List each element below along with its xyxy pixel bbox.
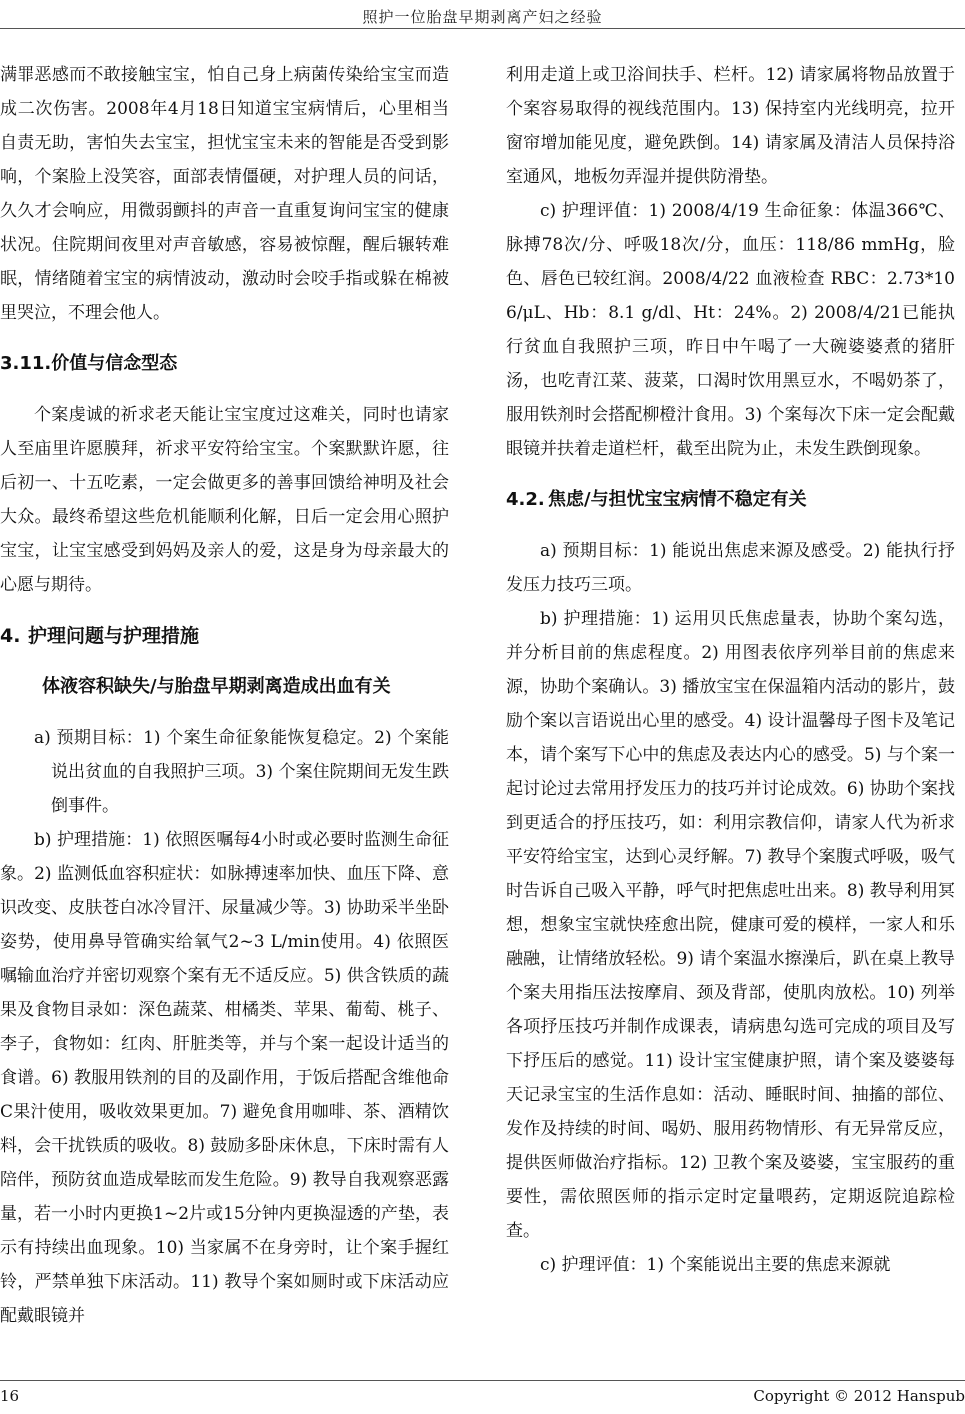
goal-paragraph: a) 预期目标：1) 能说出焦虑来源及感受。2) 能执行抒发压力技巧三项。 xyxy=(506,541,955,595)
section-number: 4.2. xyxy=(506,489,545,510)
section-4-2-heading xyxy=(506,483,955,517)
goal-paragraph: a) 预期目标：1) 个案生命征象能恢复稳定。2) 个案能说出贫血的自我照护三项。3) 个案住院期间无发生跌倒事件。 xyxy=(34,728,449,816)
continuation-paragraph: 利用走道上或卫浴间扶手、栏杆。12) 请家属将物品放置于个案容易取得的视线范围内。13) 保持室内光线明亮，拉开窗帘增加能见度，避免跌倒。14) 请家属及清洁人员保持浴室通风，地板勿弄湿并提供防滑垫。 xyxy=(506,65,955,187)
section-title: 体液容积缺失/与胎盘早期剥离造成出血有关 xyxy=(42,676,391,697)
page-number: 16 xyxy=(0,1387,20,1405)
section-4-heading xyxy=(0,619,449,653)
evaluation-start-paragraph: c) 护理评值：1) 个案能说出主要的焦虑来源就 xyxy=(540,1255,891,1275)
right-column xyxy=(506,58,955,1282)
copyright-notice: Copyright © 2012 Hanspub xyxy=(753,1387,965,1405)
section-number xyxy=(0,670,42,704)
header-rule xyxy=(0,28,965,29)
running-header: 照护一位胎盘早期剥离产妇之经验 xyxy=(362,8,603,26)
values-paragraph: 个案虔诚的祈求老天能让宝宝度过这难关，同时也请家人至庙里许愿膜拜，祈求平安符给宝宝。个案默默许愿，往后初一、十五吃素，一定会做更多的善事回馈给神明及社会大众。最终希望这些危机能顺利化解，日后一定会用心照护宝宝，让宝宝感受到妈妈及亲人的爱，这是身为母亲最大的心愿与期待。 xyxy=(0,405,449,595)
measures-paragraph: b) 护理措施：1) 依照医嘱每4小时或必要时监测生命征象。2) 监测低血容积症状：如脉搏速率加快、血压下降、意识改变、皮肤苍白冰冷冒汗、尿量减少等。3) 协助采半坐卧姿势，使用鼻导管确实给氧气2~3 L/min使用。4) 依照医嘱输血治疗并密切观察个案有无不适反应。5) 供含铁质的蔬果及食物目录如：深色蔬菜、柑橘类、苹果、葡萄、桃子、李子，食物如：红肉、肝脏类等，并与个案一起设计适当的食谱。6) 教服用铁剂的目的及副作用，于饭后搭配含维他命C果汁使用，吸收效果更加。7) 避免食用咖啡、茶、酒精饮料，会干扰铁质的吸收。8) 鼓励多卧床休息，下床时需有人陪伴，预防贫血造成晕眩而发生危险。9) 教导自我观察恶露量，若一小时内更换1~2片或15分钟内更换湿透的产垫，表示有持续出血现象。10) 当家属不在身旁时，让个案手握红铃，严禁单独下床活动。11) 教导个案如厕时或下床活动应配戴眼镜并 xyxy=(0,830,449,1326)
section-3-11-heading xyxy=(0,347,449,381)
left-column xyxy=(0,58,449,1333)
section-4-1-heading xyxy=(0,670,449,704)
section-title: 焦虑/与担忧宝宝病情不稳定有关 xyxy=(548,489,807,510)
measures-paragraph: b) 护理措施：1) 运用贝氏焦虑量表，协助个案勾选，并分析目前的焦虑程度。2) 用图表依序列举目前的焦虑来源，协助个案确认。3) 播放宝宝在保温箱内活动的影片，鼓励个案以言语说出心里的感受。4) 设计温馨母子图卡及笔记本，请个案写下心中的焦虑及表达内心的感受。5) 与个案一起讨论过去常用抒发压力的技巧并讨论成效。6) 协助个案找到更适合的抒压技巧，如：利用宗教信仰，请家人代为祈求平安符给宝宝，达到心灵纾解。7) 教导个案腹式呼吸，吸气时告诉自己吸入平静，呼气时把焦虑吐出来。8) 教导利用冥想，想象宝宝就快痊愈出院，健康可爱的模样，一家人和乐融融，让情绪放轻松。9) 请个案温水擦澡后，趴在桌上教导个案夫用指压法按摩肩、颈及背部，使肌肉放松。10) 列举各项抒压技巧并制作成课表，请病患勾选可完成的项目及写下抒压后的感觉。11) 设计宝宝健康护照，请个案及婆婆每天记录宝宝的生活作息如：活动、睡眠时间、抽搐的部位、发作及持续的时间、喝奶、服用药物情形、有无异常反应，提供医师做治疗指标。12) 卫教个案及婆婆，宝宝服药的重要性，需依照医师的指示定时定量喂药，定期返院追踪检查。 xyxy=(506,609,955,1241)
intro-paragraph: 满罪恶感而不敢接触宝宝，怕自己身上病菌传染给宝宝而造成二次伤害。2008年4月18日知道宝宝病情后，心里相当自责无助，害怕失去宝宝，担忧宝宝未来的智能是否受到影响，个案脸上没笑容，面部表情僵硬，对护理人员的问话，久久才会响应，用微弱颤抖的声音一直重复询问宝宝的健康状况。住院期间夜里对声音敏感，容易被惊醒，醒后辗转难眠，情绪随着宝宝的病情波动，激动时会咬手指或躲在棉被里哭泣，不理会他人。 xyxy=(0,65,449,323)
section-title: 价值与信念型态 xyxy=(51,353,178,374)
footer-rule xyxy=(0,1380,965,1381)
section-number: 3.11. xyxy=(0,353,52,374)
evaluation-paragraph: c) 护理评值：1) 2008/4/19 生命征象：体温366℃、脉搏78次/分、呼吸18次/分，血压：118/86 mmHg，脸色、唇色已较红润。2008/4/22 血液检查 RBC：2.73*106/μL、Hb：8.1 g/dl、Ht：24%。2) 2008/4/21已能执行贫血自我照护三项，昨日中午喝了一大碗婆婆煮的猪肝汤，也吃青江菜、菠菜，口渴时饮用黑豆水，不喝奶茶了，服用铁剂时会搭配柳橙汁食用。3) 个案每次下床一定会配戴眼镜并扶着走道栏杆，截至出院为止，未发生跌倒现象。 xyxy=(506,201,955,459)
section-title: 护理问题与护理措施 xyxy=(28,625,200,647)
section-number: 4. xyxy=(0,625,21,647)
